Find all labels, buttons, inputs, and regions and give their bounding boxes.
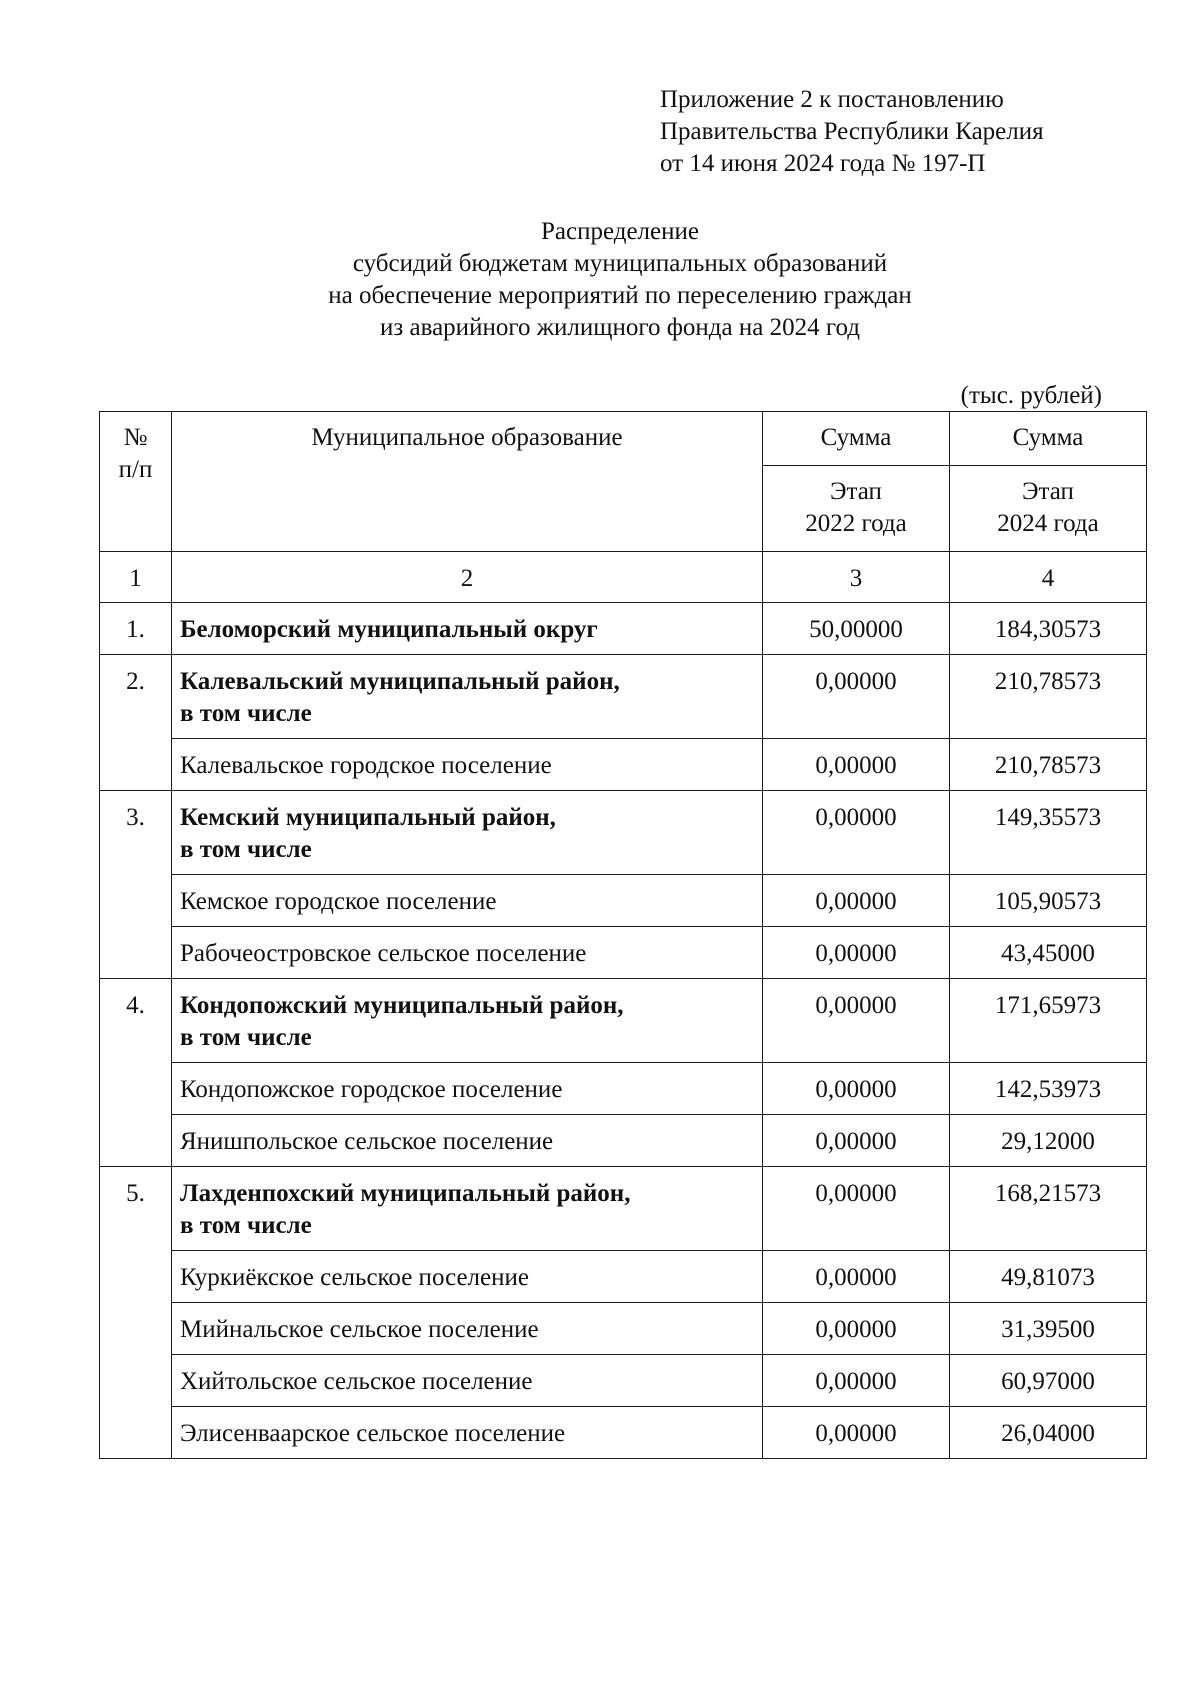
amount-2022: 0,00000 [763, 1355, 950, 1407]
col-number: 1 [100, 552, 172, 603]
municipality-name-line2: в том числе [180, 1024, 312, 1051]
settlement-name: Мийнальское сельское поселение [172, 1303, 763, 1355]
table-header-row [100, 412, 1147, 466]
header-sum-1: Сумма [763, 412, 950, 466]
table-row [100, 1303, 1147, 1355]
header-num [100, 412, 172, 552]
table-row [100, 603, 1147, 655]
municipality-name-line1: Калевальский муниципальный район, [180, 668, 620, 695]
row-number: 4. [100, 979, 172, 1167]
table-row [100, 1407, 1147, 1459]
municipality-name-line2: в том числе [180, 1212, 312, 1239]
table-row [100, 1251, 1147, 1303]
row-number: 5. [100, 1167, 172, 1459]
header-stage-label: Этап [830, 478, 882, 505]
municipality-name-line2: в том числе [180, 836, 312, 863]
amount-2022: 0,00000 [763, 739, 950, 791]
col-number: 3 [763, 552, 950, 603]
settlement-name: Элисенваарское сельское поселение [172, 1407, 763, 1459]
title-line: субсидий бюджетам муниципальных образований [352, 250, 888, 277]
municipality-name-line2: в том числе [180, 700, 312, 727]
settlement-name: Калевальское городское поселение [172, 739, 763, 791]
row-number: 1. [100, 603, 172, 655]
table-row [100, 1167, 1147, 1251]
header-stage-year: 2024 года [997, 510, 1099, 537]
col-number: 2 [172, 552, 763, 603]
table-row [100, 1115, 1147, 1167]
units-note: (тыс. рублей) [960, 382, 1102, 409]
amount-2024: 29,12000 [950, 1115, 1147, 1167]
table-row [100, 1063, 1147, 1115]
amount-2022: 0,00000 [763, 1063, 950, 1115]
row-number: 2. [100, 655, 172, 791]
amount-2024: 43,45000 [950, 927, 1147, 979]
municipality-name [172, 655, 763, 739]
table-row [100, 655, 1147, 739]
amount-2022: 0,00000 [763, 875, 950, 927]
table-row [100, 979, 1147, 1063]
settlement-name: Хийтольское сельское поселение [172, 1355, 763, 1407]
header-stage-2022 [763, 466, 950, 552]
amount-2024: 49,81073 [950, 1251, 1147, 1303]
municipality-name-line1: Лахденпохский муниципальный район, [180, 1180, 631, 1207]
amount-2022: 0,00000 [763, 1407, 950, 1459]
title-line: на обеспечение мероприятий по переселению граждан [328, 282, 912, 309]
amount-2022: 0,00000 [763, 1251, 950, 1303]
amount-2024: 105,90573 [950, 875, 1147, 927]
settlement-name: Куркиёкское сельское поселение [172, 1251, 763, 1303]
col-number: 4 [950, 552, 1147, 603]
settlement-name: Янишпольское сельское поселение [172, 1115, 763, 1167]
amount-2022: 0,00000 [763, 791, 950, 875]
amount-2024: 171,65973 [950, 979, 1147, 1063]
header-num-line2: п/п [118, 456, 153, 483]
subsidy-table [99, 411, 1147, 1459]
table-row [100, 875, 1147, 927]
amount-2024: 168,21573 [950, 1167, 1147, 1251]
appendix-line: Приложение 2 к постановлению [660, 86, 1004, 113]
column-numbers-row [100, 552, 1147, 603]
municipality-name [172, 1167, 763, 1251]
title-line: Распределение [541, 218, 699, 245]
header-sum-2: Сумма [950, 412, 1147, 466]
amount-2024: 60,97000 [950, 1355, 1147, 1407]
title-line: из аварийного жилищного фонда на 2024 год [380, 314, 860, 341]
municipality-name-line1: Кондопожский муниципальный район, [180, 992, 624, 1019]
municipality-name [172, 791, 763, 875]
amount-2024: 142,53973 [950, 1063, 1147, 1115]
amount-2022: 50,00000 [763, 603, 950, 655]
appendix-line: Правительства Республики Карелия [660, 118, 1044, 145]
amount-2022: 0,00000 [763, 1167, 950, 1251]
settlement-name: Кемское городское поселение [172, 875, 763, 927]
header-name: Муниципальное образование [172, 412, 763, 552]
table-row [100, 791, 1147, 875]
settlement-name: Кондопожское городское поселение [172, 1063, 763, 1115]
settlement-name: Рабочеостровское сельское поселение [172, 927, 763, 979]
municipality-name [172, 979, 763, 1063]
header-stage-2024 [950, 466, 1147, 552]
amount-2024: 31,39500 [950, 1303, 1147, 1355]
amount-2024: 210,78573 [950, 655, 1147, 739]
amount-2022: 0,00000 [763, 1115, 950, 1167]
amount-2024: 184,30573 [950, 603, 1147, 655]
header-num-line1: № [123, 424, 148, 451]
header-stage-year: 2022 года [805, 510, 907, 537]
row-number: 3. [100, 791, 172, 979]
table-row [100, 739, 1147, 791]
amount-2022: 0,00000 [763, 979, 950, 1063]
appendix-reference [660, 84, 1044, 180]
amount-2022: 0,00000 [763, 1303, 950, 1355]
municipality-name-line1: Кемский муниципальный район, [180, 804, 556, 831]
amount-2022: 0,00000 [763, 927, 950, 979]
amount-2024: 149,35573 [950, 791, 1147, 875]
municipality-name: Беломорский муниципальный округ [172, 603, 763, 655]
amount-2024: 26,04000 [950, 1407, 1147, 1459]
document-title [100, 216, 1140, 344]
amount-2024: 210,78573 [950, 739, 1147, 791]
appendix-line: от 14 июня 2024 года № 197-П [660, 150, 986, 177]
header-stage-label: Этап [1022, 478, 1074, 505]
table-row [100, 1355, 1147, 1407]
amount-2022: 0,00000 [763, 655, 950, 739]
table-row [100, 927, 1147, 979]
